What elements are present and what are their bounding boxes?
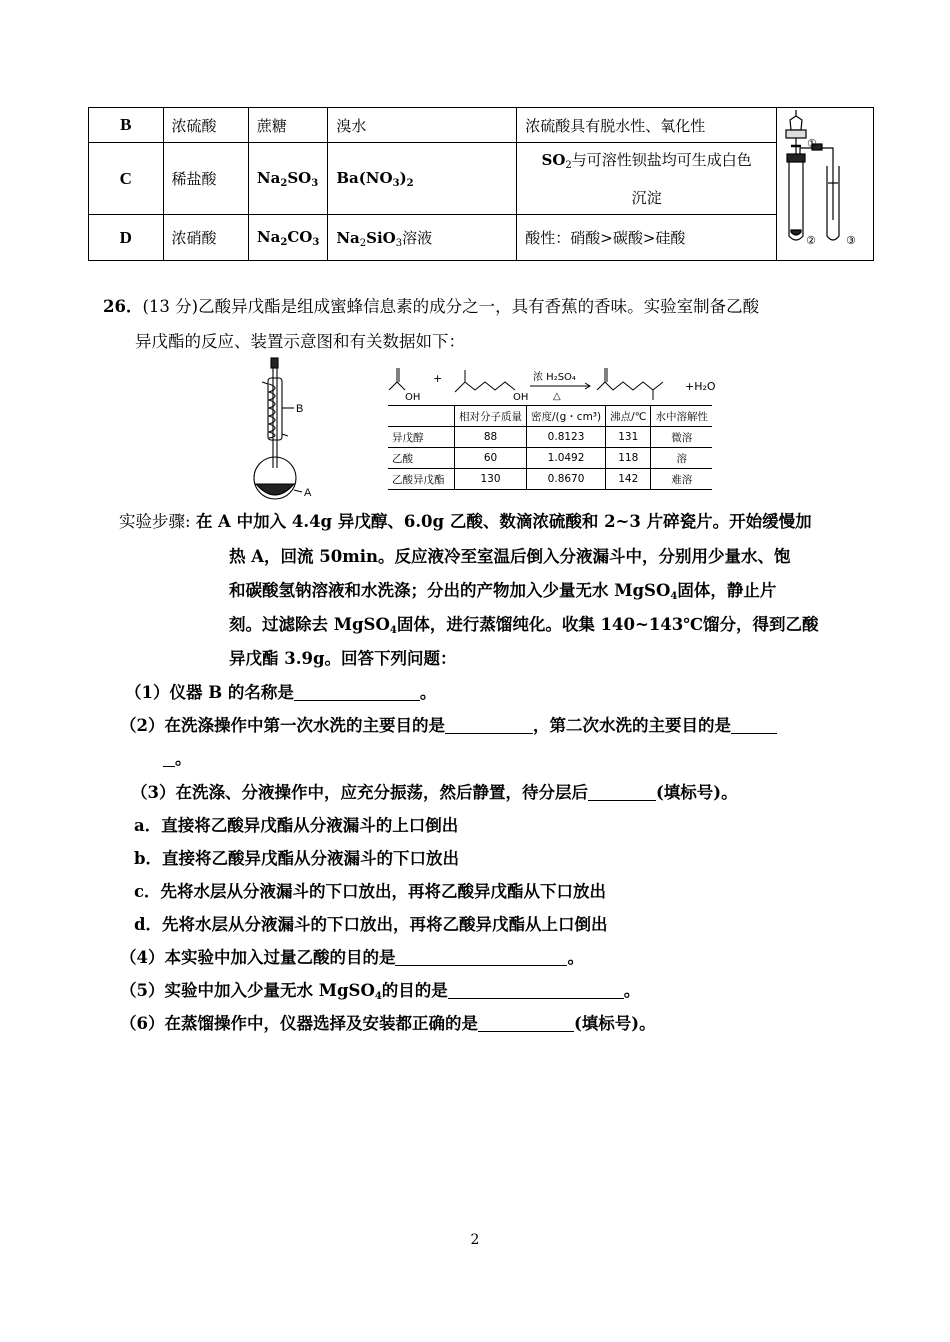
header-cell bbox=[388, 406, 455, 427]
reagent-cell: 稀盐酸 bbox=[163, 143, 248, 215]
option-c: c．先将水层从分液漏斗的下口放出，再将乙酸异戊酯从下口放出 bbox=[134, 882, 607, 901]
solution-cell: $Na_2SiO_3$溶液 bbox=[328, 215, 517, 261]
header-cell: 沸点/℃ bbox=[606, 406, 651, 427]
solution-cell: 溴水 bbox=[328, 108, 517, 143]
table-cell: 131 bbox=[606, 427, 651, 448]
table-cell: 难溶 bbox=[651, 469, 712, 490]
question-4: （4）本实验中加入过量乙酸的目的是 。 bbox=[120, 948, 584, 967]
steps-line-1: 实验步骤: 在 A 中加入 4.4g 异戊醇、6.0g 乙酸、数滴浓硫酸和 2~3 片碎瓷片。开始缓慢加 bbox=[119, 512, 812, 531]
conclusion-cell: $SO_2$与可溶性钡盐均可生成白色 沉淀 bbox=[517, 143, 777, 215]
answer-blank[interactable] bbox=[448, 980, 624, 999]
label-2: ② bbox=[805, 234, 816, 247]
answer-blank[interactable] bbox=[478, 1013, 574, 1032]
page-number: 2 bbox=[470, 1232, 480, 1248]
reaction-condition: 浓 H₂SO₄ bbox=[533, 372, 576, 383]
header-cell: 密度/(g・cm³) bbox=[527, 406, 606, 427]
table-row bbox=[388, 448, 712, 469]
question-intro-line-2: 异戊酯的反应、装置示意图和有关数据如下： bbox=[135, 332, 465, 351]
reagent-cell: 浓硝酸 bbox=[163, 215, 248, 261]
header-cell: 相对分子质量 bbox=[455, 406, 527, 427]
steps-line-2: 热 A，回流 50min。反应液冷至室温后倒入分液漏斗中，分别用少量水、饱 bbox=[229, 547, 791, 566]
option-d: d．先将水层从分液漏斗的下口放出，再将乙酸异戊酯从上口倒出 bbox=[134, 915, 608, 934]
table-cell: 0.8123 bbox=[527, 427, 606, 448]
answer-blank[interactable] bbox=[445, 715, 533, 734]
table-cell: 乙酸异戊酯 bbox=[388, 469, 455, 490]
property-data-table bbox=[388, 405, 712, 490]
table-cell: 142 bbox=[606, 469, 651, 490]
steps-line-4: 刻。过滤除去 MgSO$_4$固体，进行蒸馏纯化。收集 140~143℃馏分，得到乙酸 bbox=[229, 615, 819, 636]
question-5: （5）实验中加入少量无水 MgSO$_4$的目的是 。 bbox=[120, 981, 641, 1002]
reagent-cell: 浓硫酸 bbox=[163, 108, 248, 143]
question-3: （3）在洗涤、分液操作中，应充分振荡，然后静置，待分层后 (填标号)。 bbox=[131, 783, 738, 802]
reactant-alcohol-oh: OH bbox=[513, 392, 529, 403]
question-2: （2）在洗涤操作中第一次水洗的主要目的是 ，第二次水洗的主要目的是 bbox=[120, 709, 777, 742]
conclusion-cell: 浓硫酸具有脱水性、氧化性 bbox=[517, 108, 777, 143]
header-cell: 水中溶解性 bbox=[651, 406, 712, 427]
answer-blank[interactable] bbox=[731, 715, 777, 734]
plus-sign: + bbox=[433, 372, 443, 385]
question-intro-line-1: 26．(13 分)乙酸异戊酯是组成蜜蜂信息素的成分之一，具有香蕉的香味。实验室制备乙酸 bbox=[103, 297, 760, 316]
answer-blank[interactable] bbox=[395, 947, 567, 966]
option-a: a．直接将乙酸异戊酯从分液漏斗的上口倒出 bbox=[134, 816, 459, 835]
option-b: b．直接将乙酸异戊酯从分液漏斗的下口放出 bbox=[134, 849, 460, 868]
table-row bbox=[89, 143, 874, 215]
question-2-cont: 。 bbox=[163, 742, 192, 775]
steps-line-3: 和碳酸氢钠溶液和水洗涤；分出的产物加入少量无水 MgSO$_4$固体，静止片 bbox=[229, 581, 777, 602]
apparatus-cell bbox=[776, 108, 873, 261]
table-cell: 118 bbox=[606, 448, 651, 469]
row-label: C bbox=[89, 143, 164, 215]
experiment-table bbox=[88, 107, 874, 261]
answer-blank[interactable] bbox=[588, 782, 656, 801]
table-cell: 乙酸 bbox=[388, 448, 455, 469]
solid-cell: $Na_2SO_3$ bbox=[248, 143, 327, 215]
solid-cell: 蔗糖 bbox=[248, 108, 327, 143]
heat-symbol: △ bbox=[553, 391, 561, 402]
table-cell: 130 bbox=[455, 469, 527, 490]
row-label: B bbox=[89, 108, 164, 143]
table-row bbox=[89, 108, 874, 143]
answer-blank[interactable] bbox=[294, 682, 420, 701]
table-row bbox=[89, 215, 874, 261]
conclusion-cell: 酸性：硝酸>碳酸>硅酸 bbox=[517, 215, 777, 261]
reflux-apparatus-figure bbox=[250, 356, 330, 501]
table-header-row bbox=[388, 406, 712, 427]
solution-cell: $Ba(NO_3)_2$ bbox=[328, 143, 517, 215]
question-1: （1）仪器 B 的名称是 。 bbox=[125, 683, 437, 702]
row-label: D bbox=[89, 215, 164, 261]
answer-blank[interactable] bbox=[163, 748, 175, 767]
label-3: ③ bbox=[845, 234, 856, 247]
table-cell: 1.0492 bbox=[527, 448, 606, 469]
gas-apparatus-figure bbox=[777, 108, 872, 256]
question-6: （6）在蒸馏操作中，仪器选择及安装都正确的是 (填标号)。 bbox=[120, 1014, 656, 1033]
table-cell: 微溶 bbox=[651, 427, 712, 448]
table-cell: 溶 bbox=[651, 448, 712, 469]
solid-cell: $Na_2CO_3$ bbox=[248, 215, 327, 261]
table-cell: 0.8670 bbox=[527, 469, 606, 490]
water-product: +H₂O bbox=[685, 380, 716, 393]
table-cell: 88 bbox=[455, 427, 527, 448]
table-row bbox=[388, 469, 712, 490]
label-1: ① bbox=[806, 137, 817, 150]
label-b: B bbox=[296, 403, 304, 415]
table-row bbox=[388, 427, 712, 448]
reaction-scheme bbox=[385, 360, 730, 405]
table-cell: 60 bbox=[455, 448, 527, 469]
table-cell: 异戊醇 bbox=[388, 427, 455, 448]
label-a: A bbox=[304, 487, 312, 499]
steps-line-5: 异戊酯 3.9g。回答下列问题： bbox=[229, 649, 457, 668]
reactant-acid-oh: OH bbox=[405, 392, 421, 403]
